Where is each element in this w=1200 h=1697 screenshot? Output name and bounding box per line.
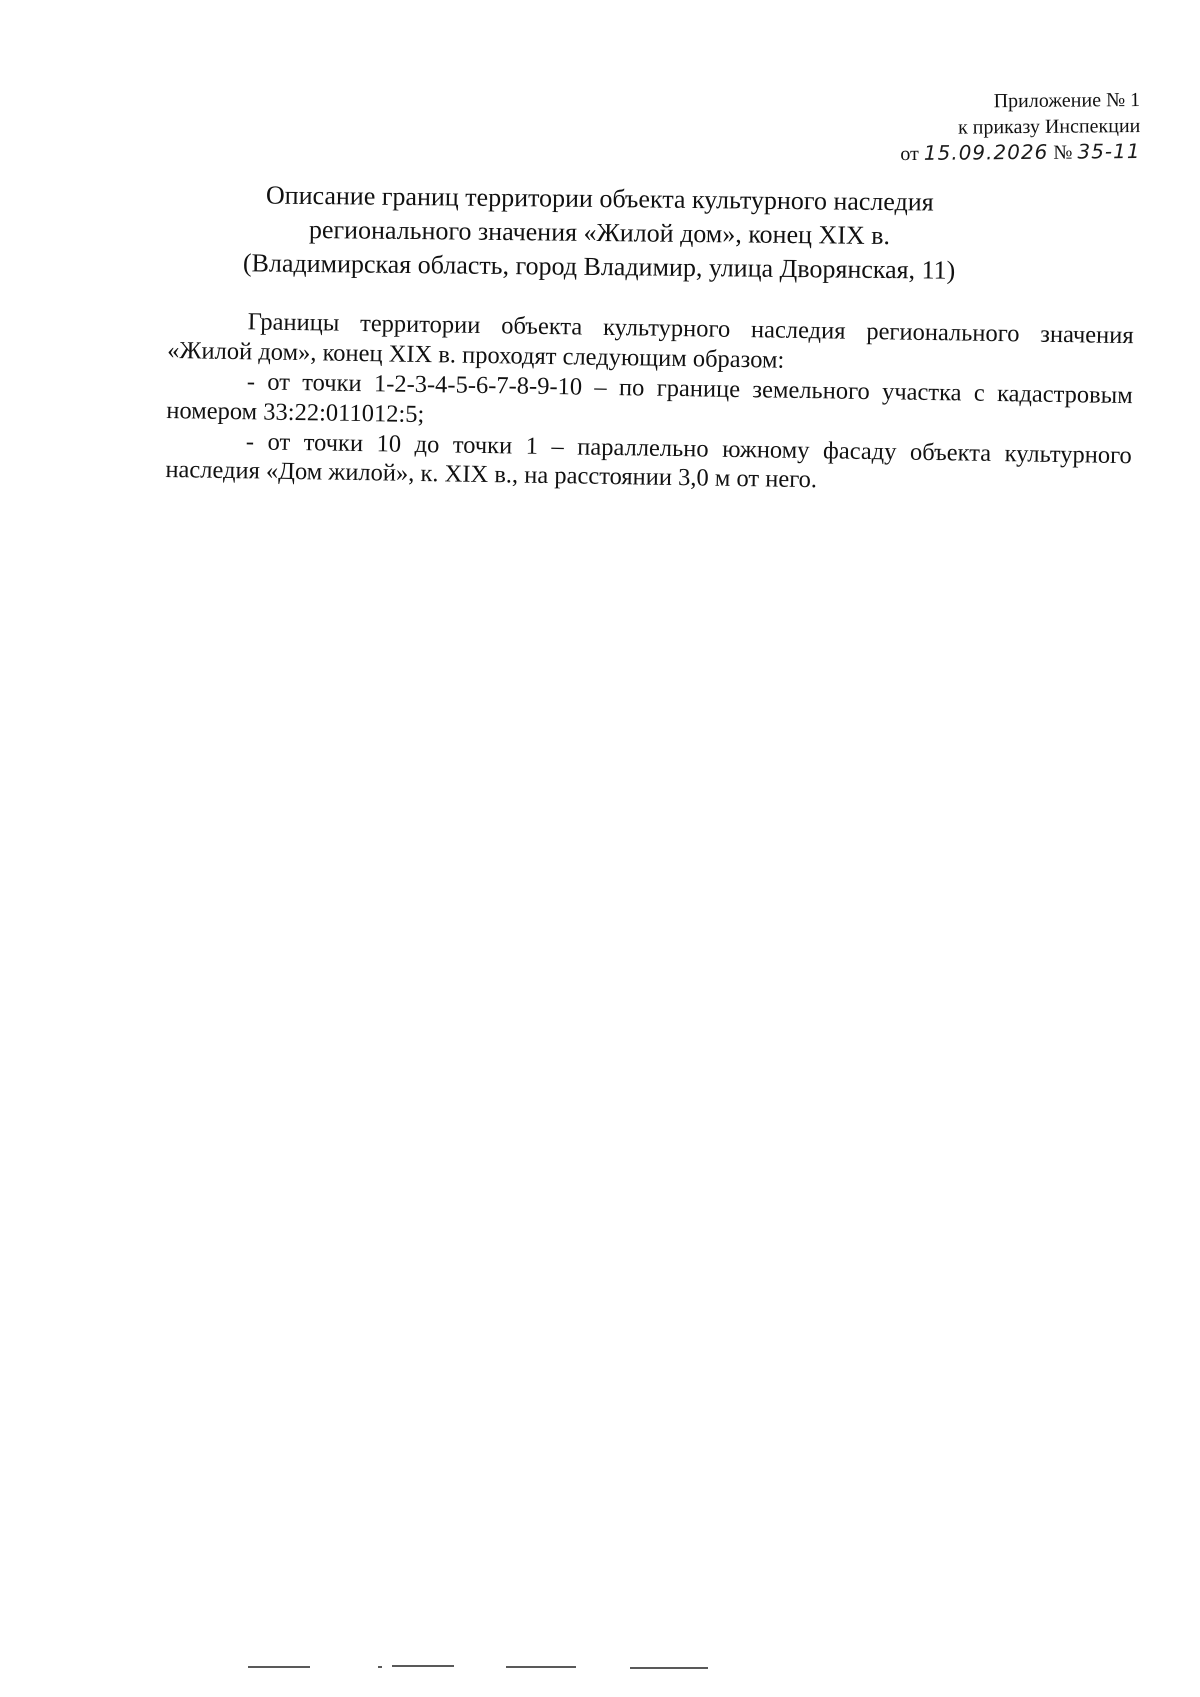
from-label: от (900, 143, 919, 166)
appendix-date-number-line (780, 139, 1140, 169)
handwritten-number: 35-11 (1077, 139, 1141, 164)
scan-artifact-line (378, 1666, 382, 1668)
body-paragraph-boundary-2: - от точки 10 до точки 1 – параллельно южному фасаду объекта культурного наследия «Дом жилой», к. XIX в., на расстоянии 3,0 м от него. (165, 427, 1132, 494)
title-line-3: (Владимирская область, город Владимир, улица Дворянская, 11) (242, 247, 956, 285)
scan-artifact-line (630, 1667, 708, 1669)
scan-artifact-line (248, 1666, 310, 1668)
body-paragraph-boundary-1: - от точки 1-2-3-4-5-6-7-8-9-10 – по границе земельного участка с кадастровым номером 33:22:011012:5; (166, 367, 1133, 428)
body-paragraph-intro: Границы территории объекта культурного наследия регионального значения «Жилой дом», конец XIX в. проходят следующим образом: (167, 308, 1134, 374)
document-title (149, 177, 1050, 288)
title-line-1: Описание границ территории объекта культурного наследия (265, 180, 934, 217)
scan-artifact-line (392, 1665, 454, 1667)
appendix-order-reference: к приказу Инспекции (957, 114, 1141, 139)
scan-artifact-line (506, 1666, 576, 1668)
appendix-header (780, 88, 1141, 169)
number-label: № (1053, 141, 1073, 164)
title-line-2: регионального значения «Жилой дом», конец XIX в. (308, 214, 891, 250)
document-body (165, 306, 1134, 500)
scan-artifacts (0, 1662, 1200, 1676)
handwritten-date: 15.09.2026 (923, 139, 1049, 166)
appendix-title: Приложение № 1 (993, 88, 1141, 113)
